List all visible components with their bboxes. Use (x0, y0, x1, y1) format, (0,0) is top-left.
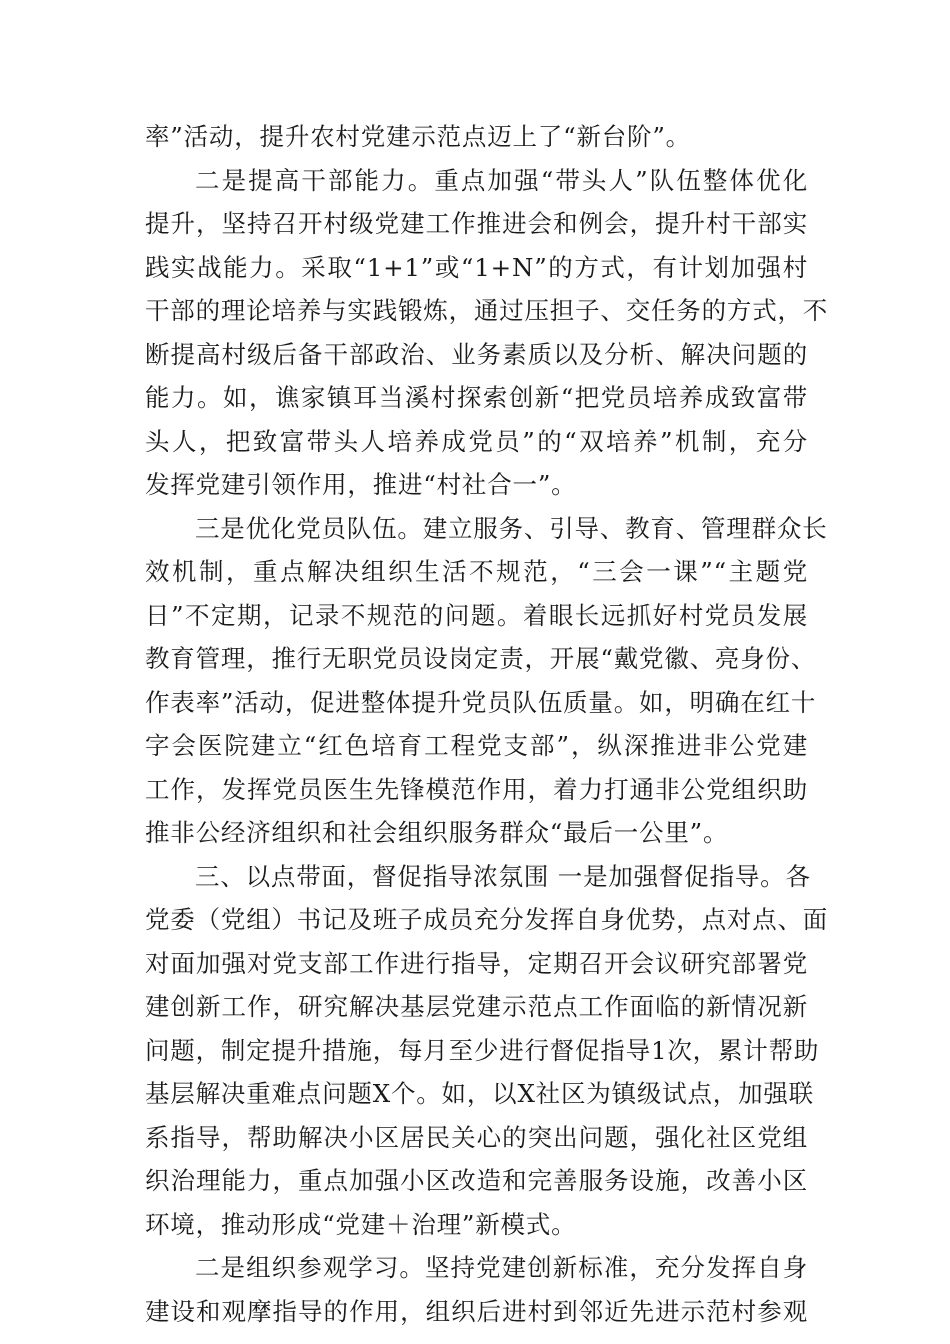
text-line: 发挥党建引领作用，推进“村社合一”。 (145, 470, 577, 499)
text-line: 环境，推动形成“党建＋治理”新模式。 (145, 1209, 577, 1239)
text-line: 问题，制定提升措施，每月至少进行督促指导1次，累计帮助 (145, 1035, 820, 1065)
text-line: 三是优化党员队伍。建立服务、引导、教育、管理群众长 (195, 513, 828, 543)
text-line: 系指导，帮助解决小区居民关心的突出问题，强化社区党组 (145, 1122, 808, 1152)
text-line: 党委（党组）书记及班子成员充分发挥自身优势，点对点、面 (145, 905, 829, 934)
text-line: 推非公经济组织和社会组织服务群众“最后一公里”。 (145, 818, 729, 847)
text-line: 建创新工作，研究解决基层党建示范点工作面临的新情况新 (145, 992, 808, 1021)
text-line: 率”活动，提升农村党建示范点迈上了“新台阶”。 (145, 122, 691, 151)
text-line: 日”不定期，记录不规范的问题。着眼长远抓好村党员发展 (145, 600, 808, 630)
text-line: 教育管理，推行无职党员设岗定责，开展“戴党徽、亮身份、 (145, 644, 817, 673)
text-line: 基层解决重难点问题X个。如，以X社区为镇级试点，加强联 (145, 1079, 814, 1108)
text-line: 干部的理论培养与实践锻炼，通过压担子、交任务的方式，不 (145, 296, 829, 325)
text-line: 对面加强对党支部工作进行指导，定期召开会议研究部署党 (145, 948, 808, 978)
text-line: 二是组织参观学习。坚持党建创新标准，充分发挥自身 (195, 1253, 808, 1282)
text-line: 断提高村级后备干部政治、业务素质以及分析、解决问题的 (145, 339, 808, 369)
text-line: 作表率”活动，促进整体提升党员队伍质量。如，明确在红十 (145, 687, 817, 717)
text-line: 效机制，重点解决组织生活不规范，“三会一课”“主题党 (145, 557, 808, 586)
text-line: 字会医院建立“红色培育工程党支部”，纵深推进非公党建 (145, 731, 808, 760)
text-line: 三、以点带面，督促指导浓氛围 一是加强督促指导。各 (195, 861, 811, 891)
text-line: 织治理能力，重点加强小区改造和完善服务设施，改善小区 (145, 1166, 808, 1195)
text-line: 工作，发挥党员医生先锋模范作用，着力打通非公党组织助 (145, 774, 808, 804)
text-line: 建设和观摩指导的作用，组织后进村到邻近先进示范村参观 (145, 1296, 808, 1326)
body-text (145, 115, 829, 1333)
text-line: 二是提高干部能力。重点加强“带头人”队伍整体优化 (195, 165, 808, 195)
text-line: 头人，把致富带头人培养成党员”的“双培养”机制，充分 (145, 426, 808, 456)
text-line: 能力。如，谯家镇耳当溪村探索创新“把党员培养成致富带 (145, 383, 808, 412)
text-line: 提升，坚持召开村级党建工作推进会和例会，提升村干部实 (145, 209, 808, 238)
text-line: 践实战能力。采取“1+1”或“1+N”的方式，有计划加强村 (145, 252, 808, 282)
